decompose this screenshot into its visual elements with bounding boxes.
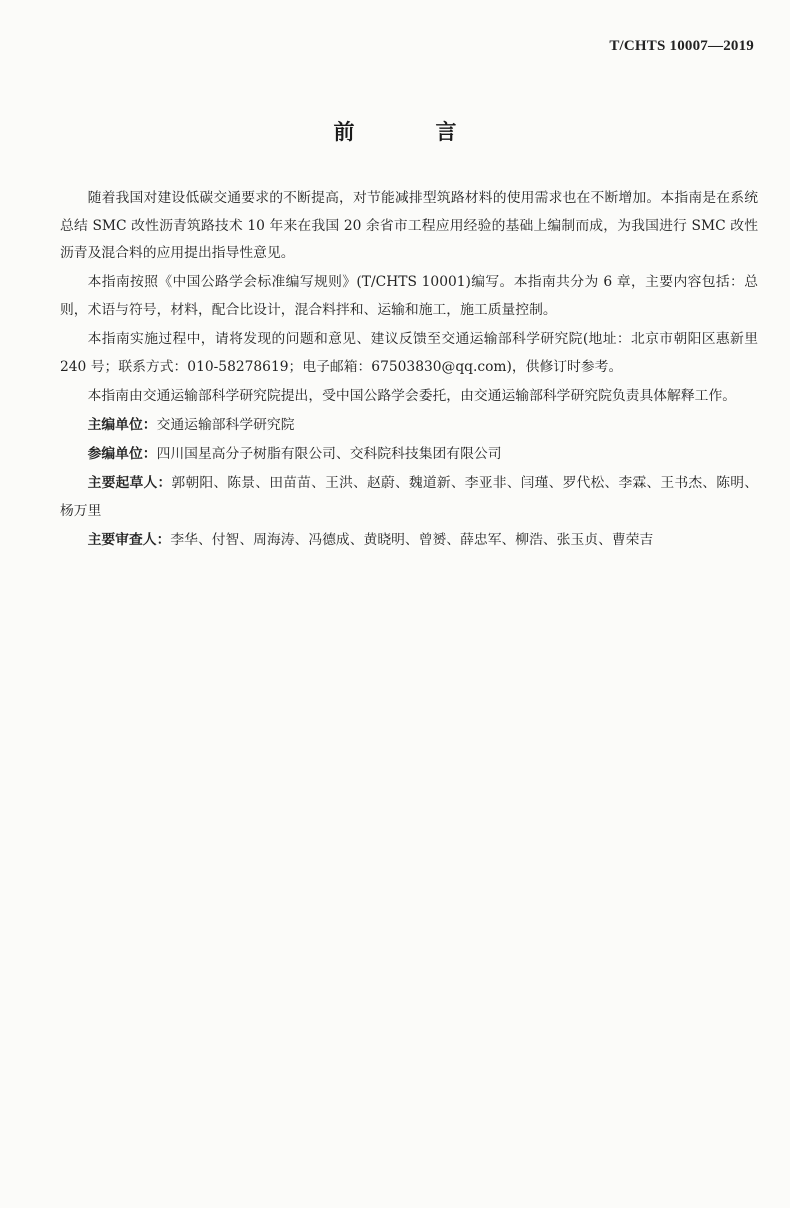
chief-editor-unit-value: 交通运输部科学研究院 — [156, 416, 295, 433]
main-reviewers — [60, 527, 758, 555]
main-drafters — [60, 470, 758, 525]
participating-units — [60, 441, 758, 469]
preface-paragraph-3: 本指南实施过程中，请将发现的问题和意见、建议反馈至交通运输部科学研究院(地址：北京市朝阳区惠新里 240 号；联系方式：010-58278619；电子邮箱：67503830@qq.com)，供修订时参考。 — [60, 330, 758, 375]
participating-units-label: 参编单位： — [87, 445, 157, 462]
main-reviewers-label: 主要审查人： — [87, 531, 171, 548]
standard-code: T/CHTS 10007—2019 — [609, 38, 754, 54]
page-title: 前 言 — [333, 120, 487, 144]
chief-editor-unit — [60, 412, 758, 440]
participating-units-value: 四川国星高分子树脂有限公司、交科院科技集团有限公司 — [156, 445, 502, 462]
main-drafters-label: 主要起草人： — [87, 474, 172, 491]
preface-paragraph-1: 随着我国对建设低碳交通要求的不断提高，对节能减排型筑路材料的使用需求也在不断增加。本指南是在系统总结 SMC 改性沥青筑路技术 10 年来在我国 20 余省市工程应用经验的基础上编制而成，为我国进行 SMC 改性沥青及混合料的应用提出指导性意见。 — [60, 190, 758, 262]
preface-paragraph-2: 本指南按照《中国公路学会标准编写规则》(T/CHTS 10001)编写。本指南共分为 6 章，主要内容包括：总则，术语与符号，材料，配合比设计，混合料拌和、运输和施工，施工质量控制。 — [60, 274, 758, 318]
main-drafters-value: 郭朝阳、陈景、田苗苗、王洪、赵蔚、魏道新、李亚非、闫瑾、罗代松、李霖、王书杰、陈明、杨万里 — [60, 474, 759, 519]
main-reviewers-value: 李华、付智、周海涛、冯德成、黄晓明、曾赟、薛忠军、柳浩、张玉贞、曹荣吉 — [170, 531, 654, 548]
chief-editor-unit-label: 主编单位： — [87, 416, 157, 433]
document-body — [60, 185, 758, 556]
preface-paragraph-4: 本指南由交通运输部科学研究院提出，受中国公路学会委托，由交通运输部科学研究院负责具体解释工作。 — [87, 387, 737, 404]
